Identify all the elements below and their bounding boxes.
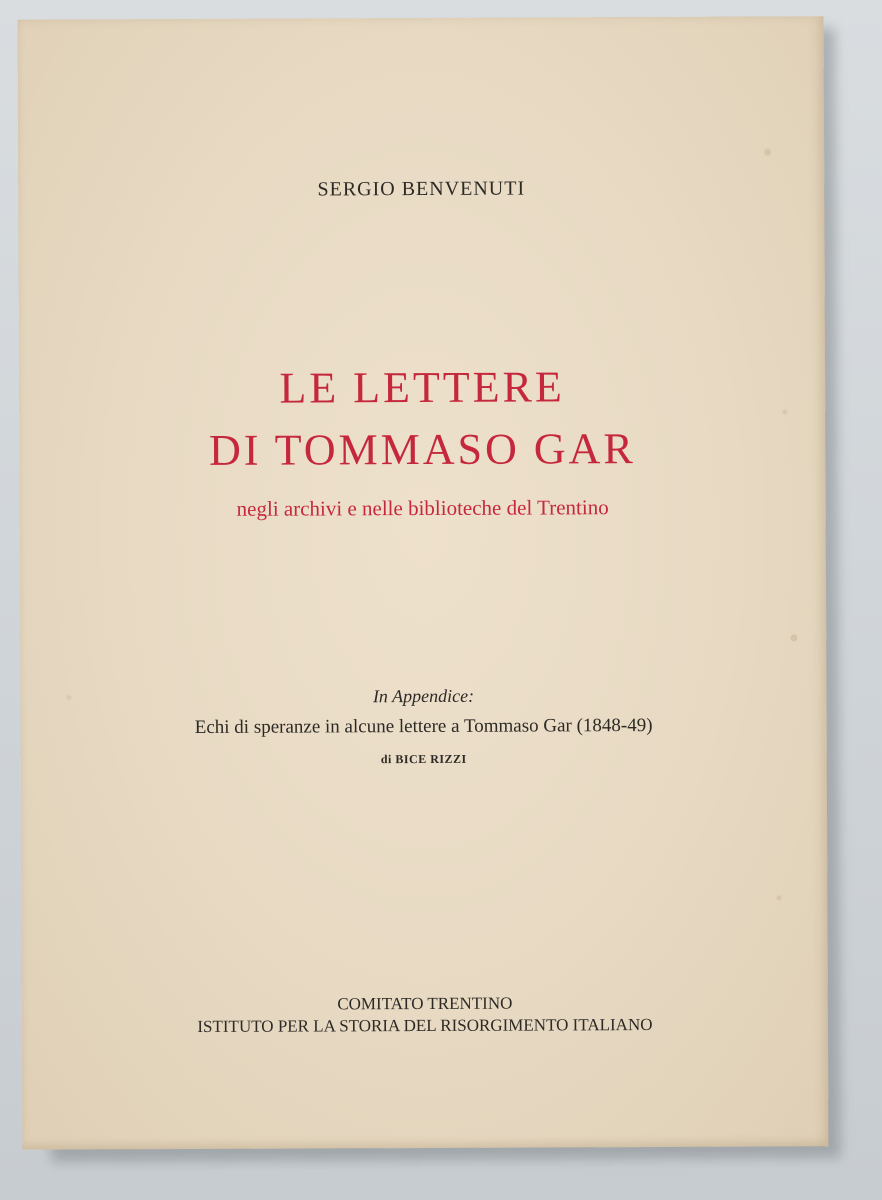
- publisher-line-1: COMITATO TRENTINO: [337, 993, 513, 1014]
- appendix-author: di BICE RIZZI: [380, 751, 467, 767]
- appendix-text: Echi di speranze in alcune lettere a Tommaso Gar (1848-49): [194, 714, 653, 738]
- author-name: SERGIO BENVENUTI: [317, 177, 526, 201]
- title-line-2: DI TOMMASO GAR: [208, 424, 636, 475]
- subtitle: negli archivi e nelle biblioteche del Trentino: [236, 495, 609, 521]
- title-line-1: LE LETTERE: [279, 362, 565, 413]
- book-cover: [18, 16, 829, 1150]
- appendix-label: In Appendice:: [372, 685, 475, 707]
- publisher-line-2: ISTITUTO PER LA STORIA DEL RISORGIMENTO ITALIANO: [197, 1015, 653, 1036]
